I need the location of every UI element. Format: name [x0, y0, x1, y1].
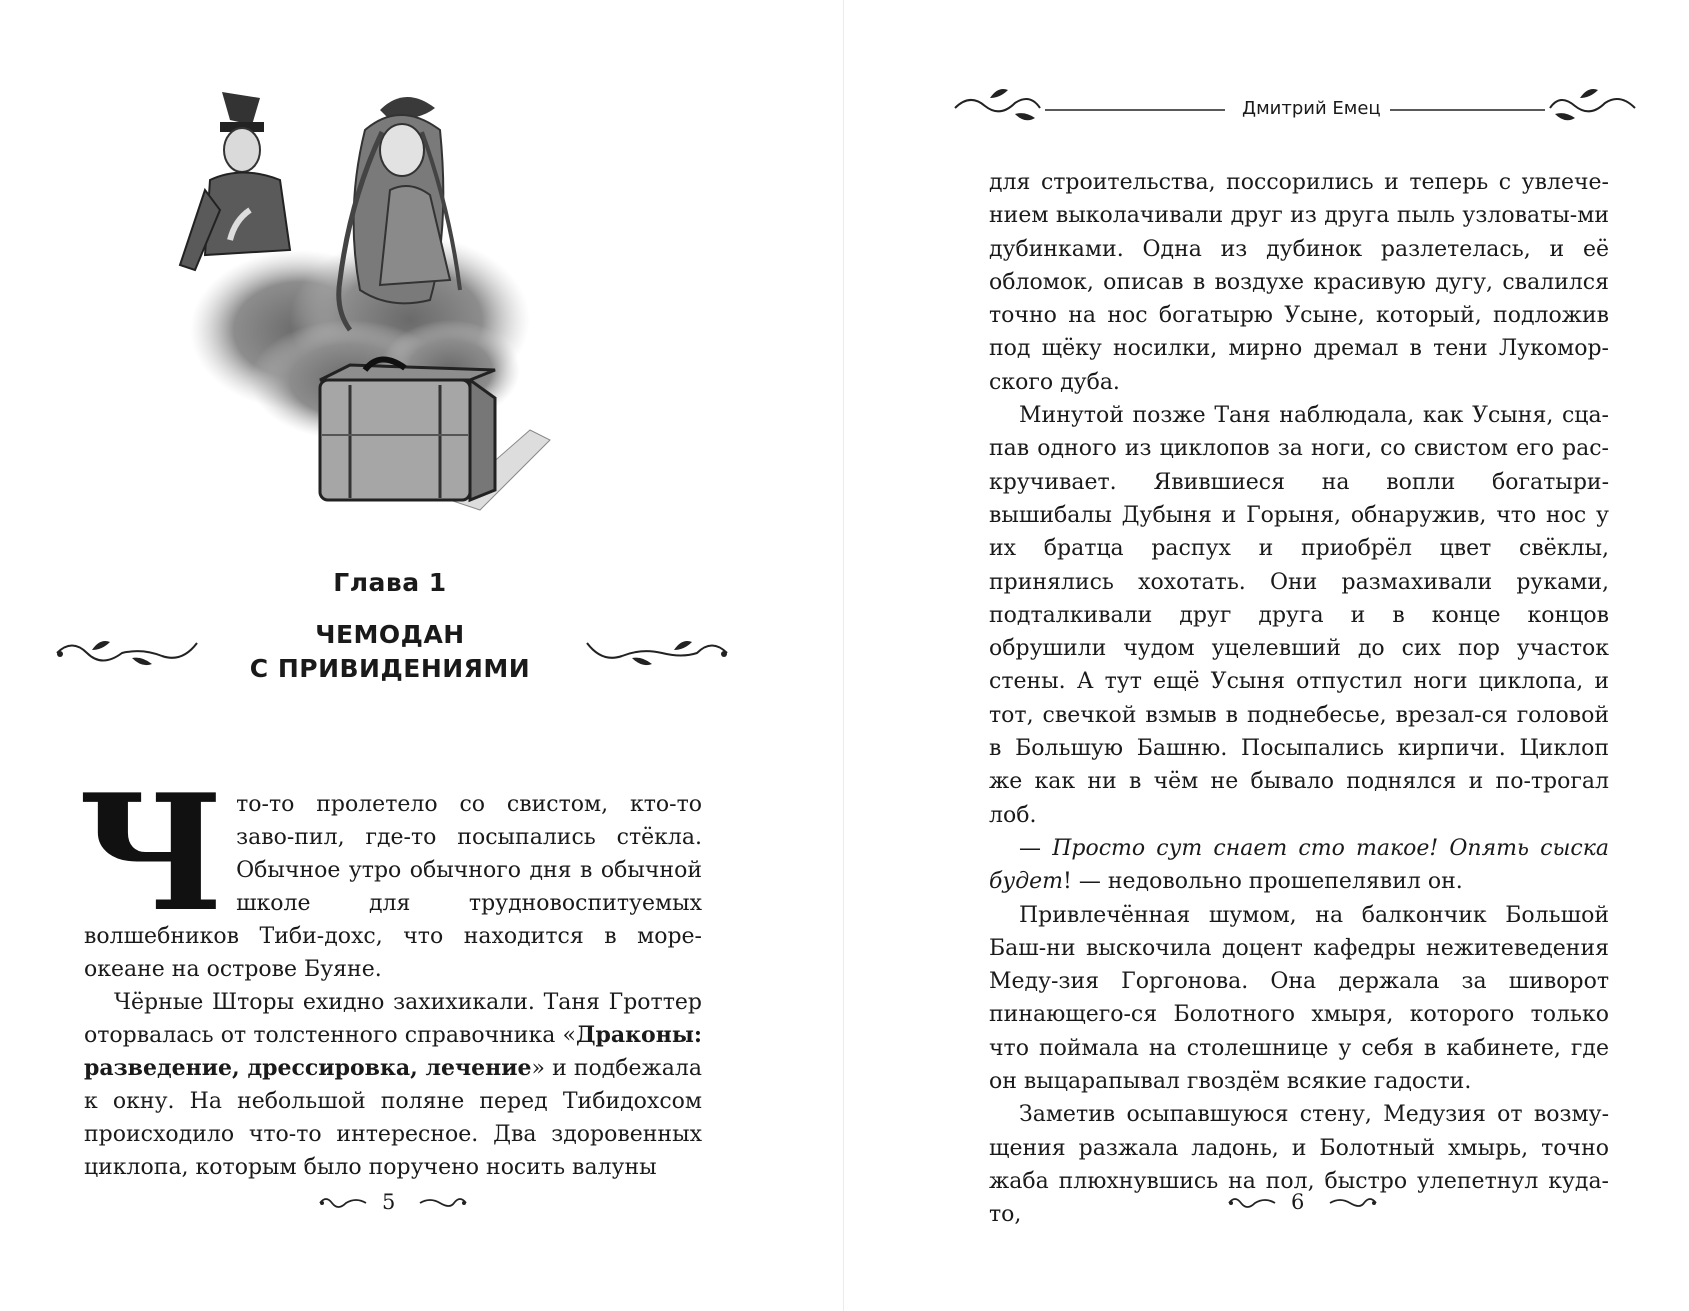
book-title: Драконы: разведение, дрессировка, лечение — [84, 1022, 702, 1081]
paragraph: Привлечённая шумом, на балкончик Большой Баш-ни выскочила доцент кафедры нежитеведения Меду-зия Горгонова. Она держала за шиворот пинающего-ся Болотного хмыря, которого только что поймала на столешнице у себя в кабинете, где он выцарапывал гвоздём всякие гадости. — [989, 902, 1609, 1095]
paragraph: Что-то пролетело со свистом, кто-то заво-пил, где-то посыпались стёкла. Обычное утро обычного дня в обычной школе для трудновоспитуемых волшебников Тиби-дохс, что находится в море-океане на острове Буяне. — [78, 759, 702, 982]
chapter-title-line2: С ПРИВИДЕНИЯМИ — [249, 654, 531, 683]
right-body-text — [989, 166, 1609, 1232]
paragraph: Минутой позже Таня наблюдала, как Усыня, сца-пав одного из циклопов за ноги, со свистом его рас-кручивает. Явившиеся на вопли богатыри-вышибалы Дубыня и Горыня, обнаружив, что нос у их братца распух и приобрёл цвет свёклы, принялись хохотать. Они размахивали руками, подталкивали друг друга и в конце концов обрушили чудом уцелевший до сих пор участок стены. А тут ещё Усыня отпустил ноги циклопа, и тот, свечкой взмыв в поднебесье, врезал-ся головой в Большую Башню. Посыпались кирпичи. Циклоп же как ни в чём не бывало поднялся и по-трогал лоб. — [989, 403, 1609, 828]
left-page — [0, 0, 844, 1311]
paragraph: Чёрные Шторы ехидно захихикали. Таня Гроттер оторвалась от толстенного справочника «Драконы: разведение, дрессировка, лечение» и подбежала к окну. На небольшой поляне перед Тибидохсом происходило что-то интересное. Два здоровенных циклопа, которым было поручено носить валуны — [84, 990, 702, 1180]
page-number-ornament-icon — [1227, 1193, 1277, 1213]
drop-cap: Ч — [78, 759, 225, 947]
running-head-author: Дмитрий Емец — [1234, 98, 1389, 119]
left-body-text — [78, 759, 702, 1184]
right-page — [844, 0, 1689, 1311]
page-number-ornament-icon — [318, 1193, 368, 1213]
paragraph: — Просто сут снает сто такое! Опять сыска будет! — недовольно прошепелявил он. — [989, 835, 1609, 895]
page-number: 6 — [1291, 1190, 1305, 1214]
chapter-title-line1: ЧЕМОДАН — [315, 620, 465, 649]
page-number-ornament-icon — [1328, 1193, 1378, 1213]
man-figure — [180, 92, 290, 270]
chapter-illustration — [150, 80, 630, 560]
paragraph: для строительства, поссорились и теперь с увлече-нием выколачивали друг из друга пыль узловаты-ми дубинками. Одна из дубинок разлетелась, и её обломок, описав в воздухе красивую дугу, свалился точно на нос богатырю Усыне, который, подложив под щёку носилки, мирно дремал в тени Лукомор-ского дуба. — [989, 170, 1609, 395]
paragraph: Заметив осыпавшуюся стену, Медузия от возму-щения разжала ладонь, и Болотный хмырь, точно жаба плюхнувшись на пол, быстро улепетнул куда-то, — [989, 1102, 1609, 1228]
page-number-ornament-icon — [418, 1193, 468, 1213]
chapter-label: Глава 1 — [333, 568, 447, 597]
page-number: 5 — [382, 1190, 396, 1214]
flourish-right-icon — [582, 628, 732, 678]
dialogue: Просто сут снает сто такое! Опять сыска будет — [989, 835, 1609, 895]
